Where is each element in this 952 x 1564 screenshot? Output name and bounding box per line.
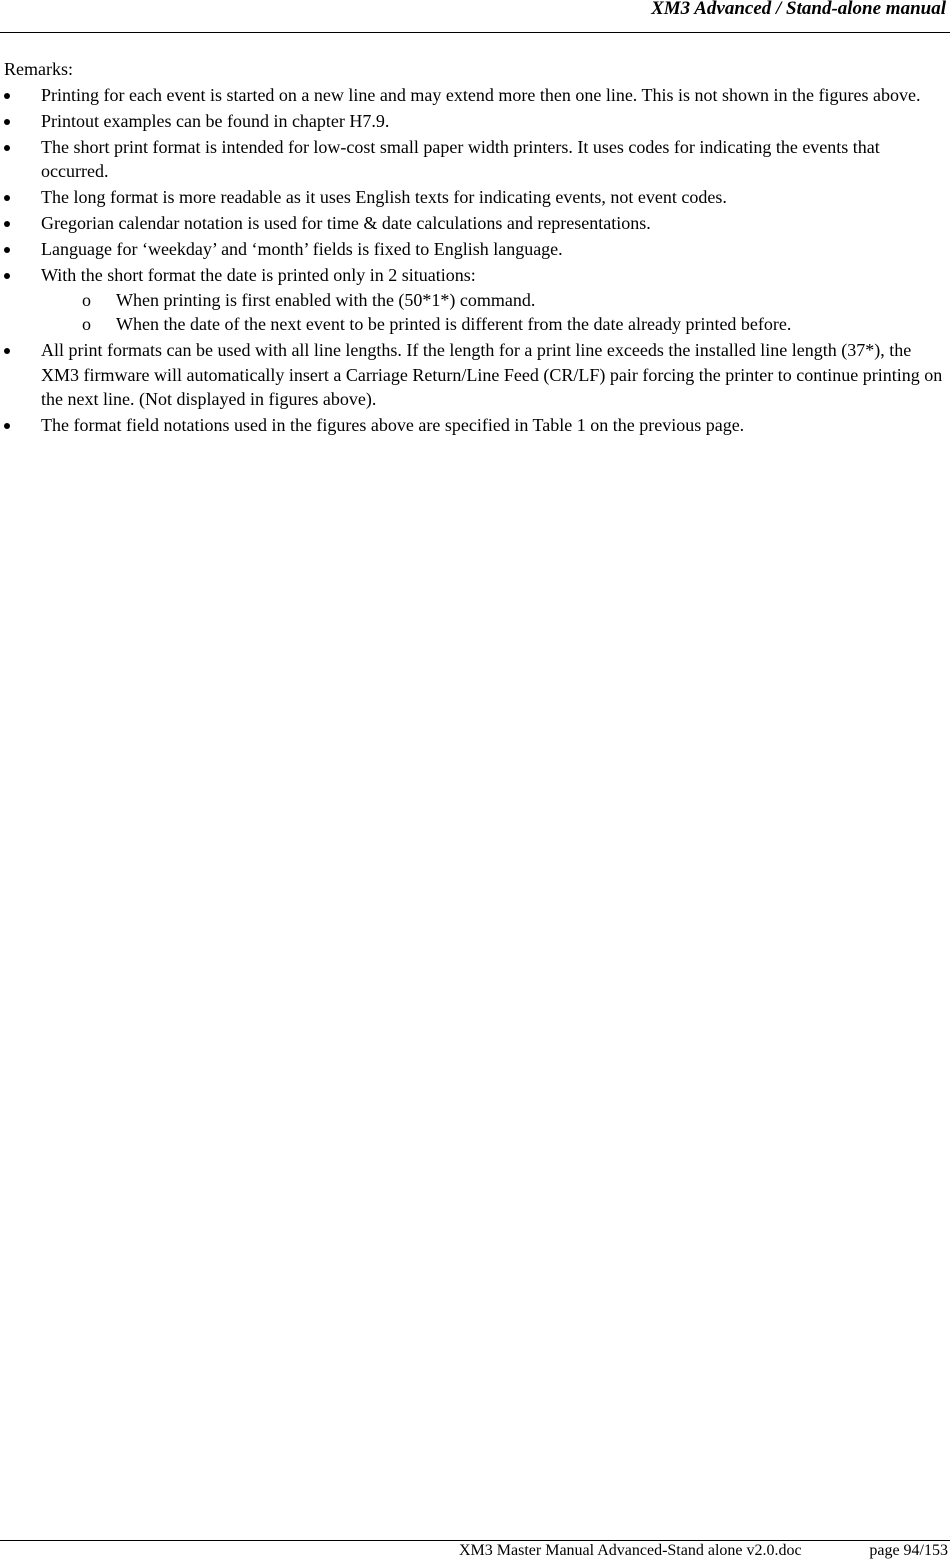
list-item bbox=[4, 109, 944, 134]
bullet-icon bbox=[4, 145, 10, 151]
bullet-icon bbox=[4, 195, 10, 201]
list-item bbox=[4, 211, 944, 236]
remarks-heading: Remarks: bbox=[4, 59, 73, 79]
list-item-text: Gregorian calendar notation is used for time & date calculations and representations. bbox=[41, 213, 651, 233]
bullet-icon bbox=[4, 247, 10, 253]
sub-list-item-text: When the date of the next event to be printed is different from the date already printed before. bbox=[116, 314, 792, 334]
sub-list bbox=[41, 288, 944, 337]
bullet-icon bbox=[4, 348, 10, 354]
circle-bullet-icon: o bbox=[82, 314, 91, 334]
bullet-icon bbox=[4, 423, 10, 429]
bullet-icon bbox=[4, 221, 10, 227]
list-item-text: The long format is more readable as it uses English texts for indicating events, not event codes. bbox=[41, 187, 727, 207]
circle-bullet-icon: o bbox=[82, 289, 91, 310]
bullet-icon bbox=[4, 93, 10, 99]
list-item-text: The format field notations used in the figures above are specified in Table 1 on the previous page. bbox=[41, 415, 745, 435]
manual-title: XM3 Advanced / Stand-alone manual bbox=[651, 0, 946, 19]
document-filename: XM3 Master Manual Advanced-Stand alone v2.0.doc bbox=[459, 1542, 802, 1559]
list-item bbox=[4, 83, 944, 108]
list-item-text: Printout examples can be found in chapter H7.9. bbox=[41, 110, 390, 131]
page-footer bbox=[0, 1540, 950, 1564]
sub-list-item bbox=[41, 288, 944, 313]
sub-list-item bbox=[41, 312, 944, 337]
page-header bbox=[0, 0, 950, 33]
list-item bbox=[4, 413, 944, 438]
sub-list-item-text: When printing is first enabled with the (50*1*) command. bbox=[116, 289, 536, 310]
page-number: page 94/153 bbox=[869, 1542, 948, 1559]
list-item-text: All print formats can be used with all line lengths. If the length for a print line exceeds the installed line length (37*), the XM3 firmware will automatically insert a Carriage Return/Line Feed (CR/LF) pair forcing the printer to continue printing on the next line. (Not displayed in figures above). bbox=[41, 340, 943, 409]
remarks-section bbox=[4, 57, 944, 439]
list-item bbox=[4, 135, 944, 184]
list-item-text: The short print format is intended for low-cost small paper width printers. It uses codes for indicating the events that occurred. bbox=[41, 136, 880, 181]
bullet-icon bbox=[4, 273, 10, 279]
list-item-text: Language for ‘weekday’ and ‘month’ fields is fixed to English language. bbox=[41, 239, 563, 259]
list-item bbox=[4, 185, 944, 210]
list-item bbox=[4, 263, 944, 337]
bullet-icon bbox=[4, 119, 10, 125]
list-item bbox=[4, 338, 944, 412]
list-item-text: With the short format the date is printed only in 2 situations: bbox=[41, 265, 476, 285]
list-item bbox=[4, 237, 944, 262]
list-item-text: Printing for each event is started on a new line and may extend more then one line. This is not shown in the figures above. bbox=[41, 84, 921, 105]
remarks-list bbox=[4, 83, 944, 438]
